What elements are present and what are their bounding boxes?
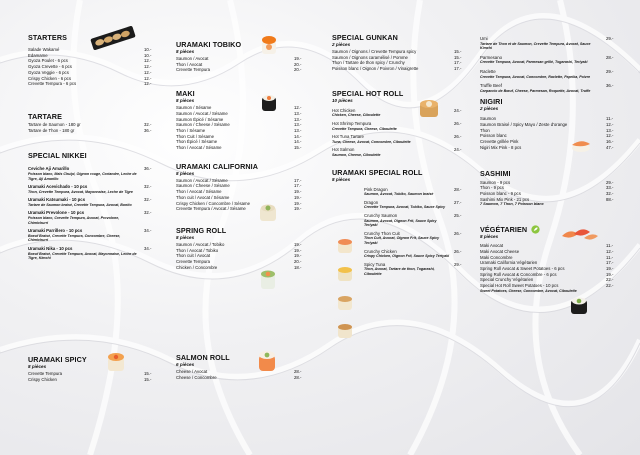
item-name: Maki Concombre <box>480 254 513 260</box>
item-name: Saumon Braisé / Spicy Mayo / Zeste d'orange <box>480 122 568 128</box>
menu-item <box>364 213 466 228</box>
section-title: SPECIAL HOT ROLL <box>332 88 404 98</box>
item-name: Sashimi Mix Pink - 21 pcs <box>480 196 530 202</box>
item-price: 22.- <box>606 283 614 289</box>
california-roll-icon <box>257 202 279 224</box>
item-price: 11.- <box>606 243 614 249</box>
item-price: 11.- <box>606 254 614 260</box>
item-price: 36.- <box>606 83 614 89</box>
item-name: Uramaki Nika - 10 pcs <box>28 246 73 252</box>
crunchy-thon-roll-icon <box>336 322 354 340</box>
section-title: NIGIRI <box>480 97 503 107</box>
hot-roll-icon <box>416 97 442 121</box>
menu-item <box>28 197 156 207</box>
section-title: TARTARE <box>28 111 62 121</box>
item-price: 19.- <box>294 200 302 206</box>
item-name: Thon Cuit / Sésame <box>176 133 214 139</box>
item-price: 36.- <box>144 127 152 133</box>
item-price: 19.- <box>606 271 614 277</box>
item-price: 10.- <box>144 52 152 58</box>
item-price: 33.- <box>606 185 614 191</box>
item-description: Thon, Avocat, Tartare de thon, Togarashi, Ciboulette <box>364 267 435 276</box>
item-price: 26.- <box>454 134 462 140</box>
section-tartare <box>28 112 156 133</box>
item-name: Pink Dragon <box>364 186 388 192</box>
item-price: 15.- <box>454 54 462 60</box>
section-title: URAMAKI SPICY <box>28 355 87 364</box>
row <box>480 145 618 151</box>
menu-item <box>480 36 618 51</box>
item-price: 19.- <box>294 56 302 61</box>
row <box>28 81 156 87</box>
row <box>176 265 306 271</box>
item-name: Crevette Tempura <box>28 371 63 376</box>
item-price: 29.- <box>606 68 614 74</box>
item-name: Uramaki Katsumaki - 10 pcs <box>28 197 86 203</box>
maki-roll-icon <box>260 93 278 113</box>
item-price: 28.- <box>294 369 302 374</box>
section-special-roll <box>332 168 466 277</box>
section-title: SASHIMI <box>480 168 511 178</box>
row <box>28 377 156 383</box>
item-description: Tuna, Cheese, Avocat, Concombre, Ciboulette <box>332 139 411 144</box>
column-1 <box>28 33 156 382</box>
menu-item <box>28 228 156 243</box>
item-price: 12.- <box>294 105 302 111</box>
item-name: Crevette Tempura / Avocat / Sésame <box>176 206 246 212</box>
item-price: 20.- <box>294 61 302 67</box>
item-price: 17.- <box>606 260 614 266</box>
menu-item <box>28 210 156 225</box>
section-subtitle: 8 pièces <box>332 176 351 182</box>
item-name: Saumon / Sésame <box>176 105 212 111</box>
item-description: Thon Cuit, Avocat, Oignon Frit, Sauce Spicy Teriyaki <box>364 236 440 245</box>
item-name: Crispy Chicken - 6 pcs <box>28 75 71 81</box>
tobiko-roll-icon <box>259 32 279 56</box>
item-name: Maki Avocat Cheese <box>480 248 520 254</box>
item-name: Hot Salmon <box>332 147 355 153</box>
section-hot-roll <box>332 89 466 158</box>
section-subtitle: 8 pièces <box>176 98 195 104</box>
item-name: Hot Chicken <box>332 107 356 113</box>
section-title: SPECIAL NIKKEI <box>28 151 87 161</box>
item-price: 12.- <box>144 58 152 64</box>
item-price: 47.- <box>606 144 614 150</box>
section-subtitle: 6 pièces <box>176 362 195 367</box>
item-price: 27.- <box>454 199 462 205</box>
row <box>332 66 466 72</box>
item-price: 32.- <box>144 210 152 216</box>
item-description: Poisson blanc, Crevette Tempura, Avocat, Provolone, Chimichurri <box>28 216 120 225</box>
item-price: 25.- <box>454 212 462 218</box>
menu-item <box>364 262 466 277</box>
section-title: URAMAKI CALIFORNIA <box>176 161 259 171</box>
item-name: Truffle Beef <box>480 83 502 89</box>
item-price: 29.- <box>454 261 462 267</box>
item-price: 12.- <box>144 75 152 81</box>
item-price: 26.- <box>454 230 462 236</box>
menu-item <box>364 249 466 259</box>
spring-roll-icon <box>257 268 279 292</box>
item-price: 17.- <box>294 183 302 189</box>
item-name: Nigiri Mix Pink - 8 pcs <box>480 144 522 150</box>
section-maki <box>176 89 306 151</box>
item-name: Saumon / Cheese / Sésame <box>176 122 230 128</box>
item-name: Saumon / Avocat / Sésame <box>176 110 228 116</box>
section-nigiri <box>480 97 618 150</box>
item-price: 28.- <box>294 374 302 380</box>
item-price: 20.- <box>294 67 302 73</box>
item-price: 20.- <box>294 259 302 265</box>
item-description: Crevette Tempura, Avocat, Tobiko, Sauce Spicy <box>364 205 446 210</box>
item-name: Saumon Épicé / Sésame <box>176 116 224 122</box>
item-price: 12.- <box>606 133 614 139</box>
item-price: 15.- <box>144 376 152 382</box>
item-name: Uramaki California Végétarien <box>480 260 538 266</box>
item-name: Uramaki Acevichado - 10 pcs <box>28 184 88 190</box>
menu-item <box>332 121 466 131</box>
item-name: Saumon / Avocat / Tobiko <box>176 241 225 247</box>
item-name: Maki Avocat <box>480 243 504 249</box>
item-name: Umi <box>480 36 488 41</box>
item-name: Hot Shrimp Tempura <box>332 121 372 126</box>
item-price: 22.- <box>606 277 614 283</box>
item-name: Uramaki Prevolone - 10 pcs <box>28 210 85 216</box>
item-description: Crevette Tempura, Avocat, Concombre, Raclette, Paprika, Poivre <box>480 74 591 79</box>
item-name: Chicken / Concombre <box>176 264 218 270</box>
item-description: Thon, Crevette Tempura, Avocat, Mayonnaise, Leche de Tigre <box>28 189 133 194</box>
section-nikkei <box>28 151 156 261</box>
item-price: 34.- <box>144 228 152 234</box>
section-subtitle: 8 pièces <box>176 170 195 176</box>
item-name: Saumon / Oignons caramélisé / Pomme <box>332 54 408 60</box>
item-name: Saumon <box>480 116 497 122</box>
item-name: Thon <box>480 127 490 133</box>
section-subtitle: 8 pièces <box>176 49 195 54</box>
item-price: 32.- <box>606 190 614 196</box>
section-uramaki-spicy <box>28 355 156 382</box>
item-description: Crevette Tempura, Cheese, Ciboulette <box>332 126 397 131</box>
section-subtitle: 2 pièces <box>480 106 499 112</box>
menu-item <box>332 134 466 144</box>
item-description: Saumon, Avocat, Oignon Frit, Sauce Spicy Teriyaki <box>364 218 437 228</box>
item-description: Saumon, Cheese, Ciboulette <box>332 152 381 157</box>
section-title: VÉGÉTARIEN <box>480 225 528 235</box>
item-description: Sweet Potatoes, Cheese, Concombre, Avocat, Ciboulette <box>480 288 577 293</box>
item-name: Thon / Avocat / Tobiko <box>176 247 219 253</box>
item-name: Saumon - 9 pcs <box>480 179 511 185</box>
vegetarian-roll-icon <box>568 295 590 317</box>
sashimi-icon <box>560 224 600 244</box>
item-description: Crevette Tempura, Avocat, Parmesan grillé, Togarashi, Teriyaki <box>480 60 588 65</box>
section-subtitle: 10 pièces <box>332 97 353 103</box>
section-special-roll-continued <box>480 36 618 93</box>
item-price: 11.- <box>606 116 614 122</box>
menu-item <box>28 184 156 194</box>
salmon-roll-icon <box>255 348 279 374</box>
item-name: Crunchy Thon Cuit <box>364 230 400 236</box>
section-title: STARTERS <box>28 33 68 42</box>
item-name: Salade Wakamé <box>28 47 60 52</box>
item-price: 19.- <box>294 194 302 200</box>
item-price: 12.- <box>144 81 152 87</box>
item-name: Saumon / Oignons / Crevette Tempura spicy <box>332 49 417 54</box>
item-name: Dragon <box>364 199 379 205</box>
uramaki-spicy-icon <box>105 350 127 374</box>
item-price: 32.- <box>144 184 152 190</box>
item-name: Uramaki Parrillero - 10 pcs <box>28 228 83 234</box>
item-price: 19.- <box>294 241 302 247</box>
row <box>28 128 156 134</box>
item-name: Raclette <box>480 68 496 74</box>
item-name: Thon / Sésame <box>176 127 206 133</box>
item-price: 29.- <box>606 36 614 41</box>
section-california <box>176 162 306 212</box>
menu-item <box>364 231 466 246</box>
item-price: 28.- <box>454 186 462 192</box>
item-name: Ceviche Aji Amarillo <box>28 166 70 172</box>
item-price: 19.- <box>294 189 302 195</box>
item-price: 15.- <box>294 145 302 151</box>
item-name: Crevette Tempura <box>176 67 211 73</box>
row <box>176 145 306 151</box>
item-price: 17.- <box>454 66 462 72</box>
section-subtitle: 2 pièces <box>332 42 351 47</box>
item-name: Edamame <box>28 52 48 58</box>
item-price: 24.- <box>454 107 462 113</box>
item-name: Thon / Avocat / Sésame <box>176 145 222 151</box>
item-name: Saumon / Avocat <box>176 56 209 61</box>
item-price: 10.- <box>144 47 152 52</box>
item-name: Thon / Tartare de thon spicy / Crunchy <box>332 60 405 66</box>
item-price: 15.- <box>144 371 152 376</box>
item-price: 32.- <box>144 121 152 127</box>
item-price: 88.- <box>606 196 614 202</box>
item-price: 14.- <box>294 133 302 139</box>
section-gunkan <box>332 33 466 72</box>
menu-item <box>480 55 618 65</box>
item-name: Hot Tuna Tartare <box>332 134 364 140</box>
dragon-roll-icon <box>336 265 354 283</box>
item-price: 13.- <box>294 127 302 133</box>
item-name: Poisson blanc / Oignon / Poivron / Vinaigrette <box>332 66 419 72</box>
item-description: Boeuf Braisé, Crevette Tempura, Avocat, Mayonnaise, Leche de Tigre, Kimchi <box>28 251 137 261</box>
item-description: Boeuf Braisé, Crevette Tempura, Concombre, Cheese, Chimichurri <box>28 233 121 243</box>
item-price: 12.- <box>144 64 152 70</box>
item-price: 19.- <box>294 247 302 253</box>
crunchy-saumon-roll-icon <box>336 294 354 312</box>
item-name: Gyoza Poulet - 6 pcs <box>28 58 68 64</box>
section-title: SPRING ROLL <box>176 225 227 235</box>
section-title: SALMON ROLL <box>176 353 230 362</box>
menu-item <box>332 108 466 118</box>
item-price: 19.- <box>606 265 614 271</box>
leaf-icon <box>531 225 540 234</box>
row <box>176 206 306 212</box>
item-price: 14.- <box>294 139 302 145</box>
item-name: Spicy Tuna <box>364 261 386 267</box>
section-salmon-roll <box>176 353 306 380</box>
section-title: URAMAKI TOBIKO <box>176 40 242 49</box>
item-price: 26.- <box>454 121 462 126</box>
item-price: 18.- <box>294 264 302 270</box>
item-name: Crunchy Saumon <box>364 212 398 218</box>
item-price: 17.- <box>454 60 462 66</box>
item-price: 13.- <box>294 122 302 128</box>
item-price: 12.- <box>606 122 614 128</box>
item-price: 12.- <box>144 69 152 75</box>
item-name: Cheese / Avocat <box>176 369 208 374</box>
item-description: Carpaccio de Bœuf, Cheese, Parmesan, Roquette, Avocat, Truffe <box>480 88 591 93</box>
section-title: SPECIAL GUNKAN <box>332 33 398 42</box>
menu-item <box>28 166 156 181</box>
item-name: Cheese / Concombre <box>176 374 217 380</box>
section-subtitle: 8 pièces <box>28 364 47 369</box>
item-price: 34.- <box>144 246 152 252</box>
item-name: Thon - 9 pcs <box>480 185 504 191</box>
item-name: Thon / Avocat <box>176 61 203 67</box>
row <box>176 375 306 381</box>
column-4 <box>480 36 618 293</box>
item-name: Saumon / Cheese / Sésame <box>176 183 230 189</box>
item-name: Thon Épicé / Sésame <box>176 139 218 145</box>
item-price: 12.- <box>606 248 614 254</box>
pink-dragon-roll-icon <box>336 237 354 255</box>
item-description: Crispy Chicken, Oignon Frit, Sauce Spicy Teriyaki <box>364 254 450 259</box>
menu-item <box>480 83 618 93</box>
item-price: 19.- <box>294 253 302 259</box>
item-price: 32.- <box>144 197 152 203</box>
item-price: 16.- <box>606 139 614 145</box>
item-price: 26.- <box>454 248 462 254</box>
item-description: Chicken, Cheese, Ciboulette <box>332 113 381 118</box>
item-name: Tartare de Saumon - 180 gr <box>28 121 81 127</box>
item-name: Thon cuit / Avocat / Sésame <box>176 194 230 200</box>
menu-item <box>480 69 618 79</box>
item-name: Thon / Avocat / Sésame <box>176 189 222 195</box>
column-2 <box>176 40 306 380</box>
item-name: Crunchy Chicken <box>364 248 397 254</box>
item-price: 13.- <box>294 116 302 122</box>
item-name: Parmesano <box>480 54 502 60</box>
item-name: Special Hot Roll Sweet Potatoes - 10 pcs <box>480 283 559 289</box>
row <box>176 67 306 73</box>
section-spring-roll <box>176 226 306 271</box>
section-sashimi <box>480 169 618 208</box>
item-description: Tartare de Thon et de Saumon, Crevette Tempura, Avocat, Sauce Kimchi <box>480 41 591 51</box>
nigiri-icon <box>570 137 592 153</box>
item-price: 29.- <box>606 179 614 185</box>
item-name: Tartare de Thon - 180 gr <box>28 127 75 133</box>
item-price: 36.- <box>144 166 152 172</box>
item-price: 17.- <box>294 177 302 183</box>
item-name: Saumon / Avocat / Sésame <box>176 177 228 183</box>
item-price: 13.- <box>606 127 614 133</box>
item-name: Special Crunchy Végétarien <box>480 277 534 283</box>
section-subtitle: 8 pièces <box>176 234 195 240</box>
item-name: Thon cuit / Avocat <box>176 253 211 259</box>
section-tobiko <box>176 40 306 73</box>
item-name: Crispy Chicken / Concombre / Sésame <box>176 200 251 206</box>
item-name: Crevette Tempura - 6 pcs <box>28 81 77 87</box>
item-name: Crevette Tempura <box>176 259 211 265</box>
item-description: Poisson blanc, Maïs Chulpi, Oignon rouge, Coriandre, Leche de Tigre, Aji Amarillo <box>28 171 137 181</box>
section-title: URAMAKI SPECIAL ROLL <box>332 167 423 177</box>
item-name: Gyoza Veggie - 6 pcs <box>28 69 69 75</box>
item-price: 28.- <box>606 54 614 60</box>
item-name: Poisson blanc <box>480 133 507 139</box>
item-price: 13.- <box>294 110 302 116</box>
menu-item <box>364 187 466 197</box>
item-name: Crevette grillée Pink <box>480 139 519 145</box>
item-description: Tartare de Saumon braisé, Crevette Tempura, Avocat, Bonito <box>28 202 132 207</box>
item-name: Crispy Chicken <box>28 376 57 382</box>
item-name: Gyoza Crevette - 6 pcs <box>28 64 72 70</box>
menu-item <box>332 147 466 157</box>
menu-item <box>28 246 156 261</box>
item-name: Poisson blanc - 9 pcs <box>480 190 521 196</box>
section-subtitle: 8 pièces <box>480 234 499 240</box>
item-description: Saumon, Avocat, Tobiko, Saumon braisé <box>364 192 434 197</box>
section-title: MAKI <box>176 89 195 99</box>
item-price: 19.- <box>294 206 302 212</box>
item-price: 15.- <box>454 49 462 54</box>
menu-item <box>364 200 466 210</box>
item-name: Spring Roll Avocat & Sweet Potatoes - 6 pcs <box>480 265 565 271</box>
item-description: 7 Saumon, 7 Thon, 7 Poisson blanc <box>480 202 544 207</box>
item-name: Spring Roll Avocat & Concombre - 6 pcs <box>480 271 557 277</box>
item-price: 24.- <box>454 147 462 153</box>
gyoza-plate-icon <box>88 26 138 50</box>
